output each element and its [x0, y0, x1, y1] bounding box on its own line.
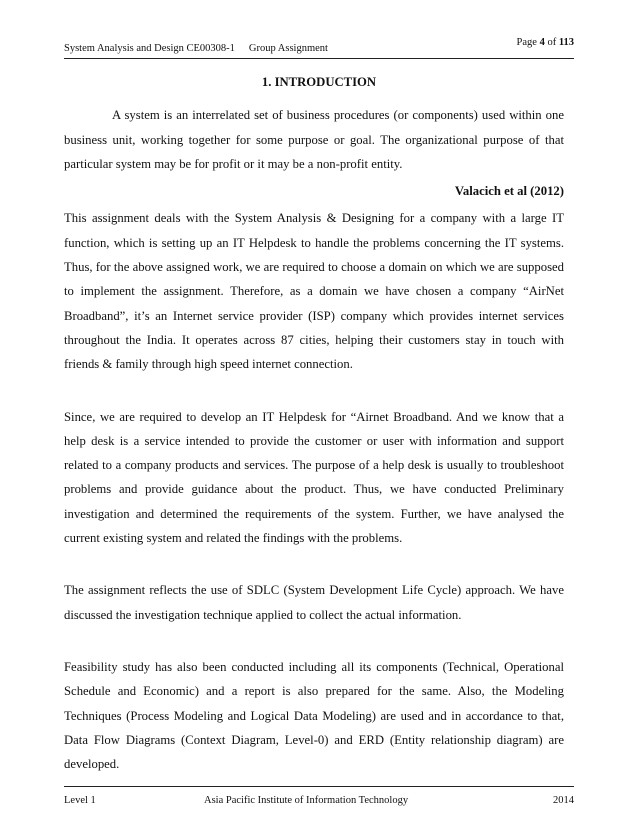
page-prefix: Page: [516, 37, 537, 48]
page-total: 113: [558, 37, 574, 48]
paragraph-assignment: This assignment deals with the System Analysis & Designing for a company with a large IT function, which is setting up an IT Helpdesk to handle the problems concerning the IT systems. Thus, for the above assigned work, we are required to choose a domain on which we are supposed to implement the assignment. Therefore, as a domain we have chosen a company “AirNet Broadband”, it’s an Internet service provider (ISP) company which provides internet services throughout the India. It operates across 87 cities, helping their customers stay in touch with friends & family through high speed internet connection.: [64, 211, 564, 372]
assignment-type: Group Assignment: [248, 43, 328, 54]
footer-year: 2014: [553, 795, 574, 806]
page-number: [517, 37, 574, 48]
footer-institute: Asia Pacific Institute of Information Technology: [204, 795, 409, 806]
page-footer: [64, 786, 574, 809]
course-title: System Analysis and Design CE00308-1: [64, 43, 235, 54]
section-heading: 1. INTRODUCTION: [261, 75, 377, 89]
page-of: of: [547, 37, 557, 48]
paragraph-sdlc: The assignment reflects the use of SDLC (System Development Life Cycle) approach. We have discussed the investigation technique applied to collect the actual information.: [64, 583, 564, 622]
footer-level: Level 1: [64, 795, 96, 806]
page-current: 4: [539, 37, 545, 48]
header-course-info: [64, 43, 328, 54]
paragraph-helpdesk: Since, we are required to develop an IT Helpdesk for “Airnet Broadband. And we know that a help desk is a service intended to provide the customer or user with information and support related to a company products and services. The purpose of a help desk is usually to troubleshoot problems and provide guidance about the product. Thus, we have conducted Preliminary investigation and determined the requirements of the system. Further, we have analysed the current existing system and related the findings with the problems.: [64, 409, 564, 546]
page-header: [64, 34, 574, 59]
paragraph-feasibility: Feasibility study has also been conducted including all its components (Technical, Operational Schedule and Economic) and a report is also prepared for the same. Also, the Modeling Techniques (Process Modeling and Logical Data Modeling) are used and in accordance to that, Data Flow Diagrams (Context Diagram, Level-0) and ERD (Entity relationship diagram) are developed.: [64, 659, 564, 772]
paragraph-definition: A system is an interrelated set of business procedures (or components) used within one business unit, working together for some purpose or goal. The organizational purpose of that particular system may be for profit or it may be a non-profit entity.: [64, 108, 564, 171]
citation: Valacich et al (2012): [454, 184, 564, 199]
document-body: [64, 70, 564, 776]
